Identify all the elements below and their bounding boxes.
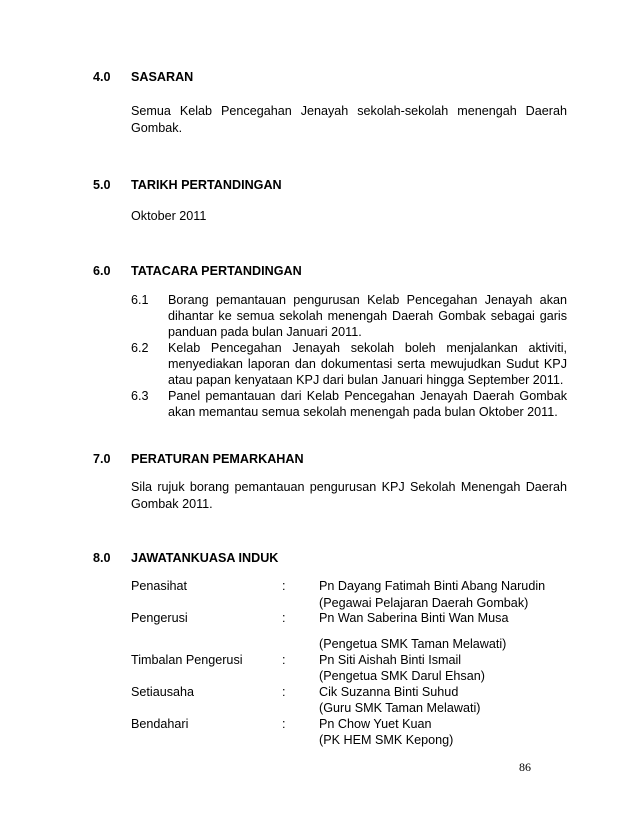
section-4-number: 4.0 (93, 70, 111, 84)
section-6-item (131, 292, 567, 340)
role-label: Penasihat (131, 579, 188, 593)
section-7-number: 7.0 (93, 452, 111, 466)
member-name: Pn Wan Saberina Binti Wan Musa (319, 611, 509, 625)
section-8-number: 8.0 (93, 551, 111, 565)
member-position: (Guru SMK Taman Melawati) (319, 701, 481, 715)
item-text: Kelab Pencegahan Jenayah sekolah boleh menjalankan aktiviti, menyediakan laporan dan dokumentasi serta mewujudkan Sudut KPJ atau papan kenyataan KPJ dari bulan Januari hingga September 2011. (168, 341, 567, 387)
role-label: Timbalan Pengerusi (131, 653, 243, 667)
item-text: Panel pemantauan dari Kelab Pencegahan Jenayah Daerah Gombak akan memantau semua sekolah menengah pada bulan Oktober 2011. (168, 389, 567, 419)
role-label: Bendahari (131, 717, 189, 731)
role-label: Pengerusi (131, 611, 188, 625)
section-7-text: Sila rujuk borang pemantauan pengurusan KPJ Sekolah Menengah Daerah Gombak 2011. (131, 480, 567, 511)
section-6-item (131, 340, 567, 388)
colon: : (282, 579, 286, 593)
item-number: 6.2 (131, 341, 149, 355)
colon: : (282, 717, 286, 731)
section-4-heading: SASARAN (131, 70, 194, 84)
member-position: (Pengetua SMK Taman Melawati) (319, 637, 507, 651)
section-8-heading: JAWATANKUASA INDUK (131, 551, 279, 565)
item-text: Borang pemantauan pengurusan Kelab Pencegahan Jenayah akan dihantar ke semua sekolah menengah Daerah Gombak sebagai garis panduan pada bulan Januari 2011. (168, 293, 567, 339)
section-5-number: 5.0 (93, 178, 111, 192)
member-position: (Pegawai Pelajaran Daerah Gombak) (319, 596, 529, 610)
section-5-text: Oktober 2011 (131, 209, 207, 223)
member-position: (Pengetua SMK Darul Ehsan) (319, 669, 485, 683)
member-name: Pn Siti Aishah Binti Ismail (319, 653, 462, 667)
role-label: Setiausaha (131, 685, 195, 699)
page-number: 86 (519, 760, 531, 774)
member-name: Cik Suzanna Binti Suhud (319, 685, 459, 699)
colon: : (282, 685, 286, 699)
item-number: 6.1 (131, 293, 149, 307)
section-4-text: Semua Kelab Pencegahan Jenayah sekolah-sekolah menengah Daerah Gombak. (131, 104, 567, 135)
member-name: Pn Chow Yuet Kuan (319, 717, 432, 731)
section-6-heading: TATACARA PERTANDINGAN (131, 264, 302, 278)
member-position: (PK HEM SMK Kepong) (319, 733, 454, 747)
section-5-heading: TARIKH PERTANDINGAN (131, 178, 282, 192)
colon: : (282, 611, 286, 625)
section-6-number: 6.0 (93, 264, 111, 278)
section-7-heading: PERATURAN PEMARKAHAN (131, 452, 304, 466)
item-number: 6.3 (131, 389, 149, 403)
member-name: Pn Dayang Fatimah Binti Abang Narudin (319, 579, 546, 593)
section-6-item (131, 388, 567, 420)
colon: : (282, 653, 286, 667)
